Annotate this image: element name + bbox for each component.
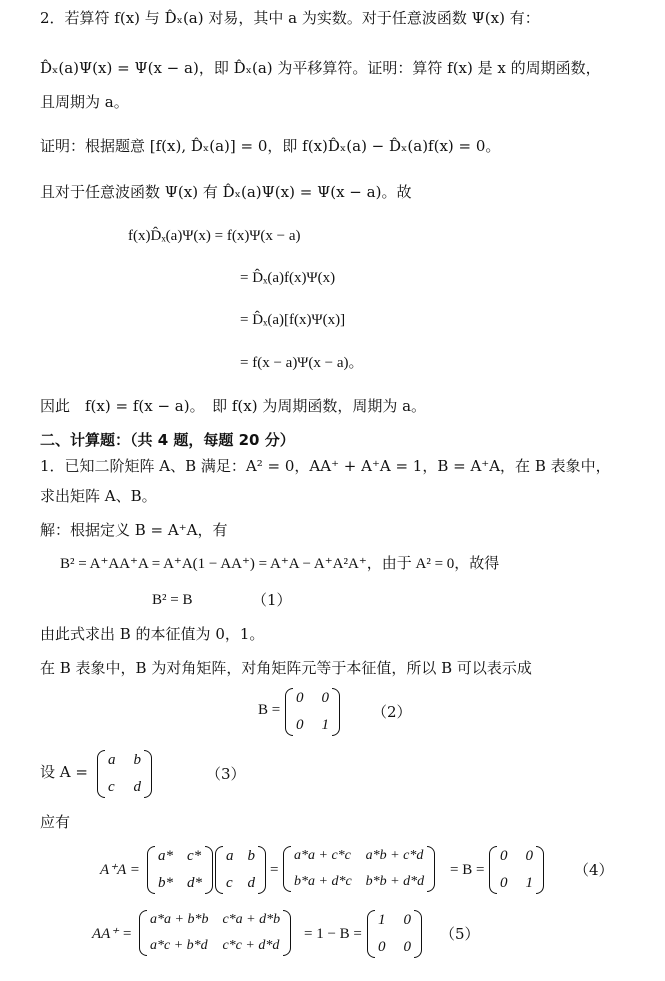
matrix-cell: 0 <box>403 939 411 955</box>
B-matrix-cell: 0 <box>500 875 508 891</box>
calc-question-line2: 求出矩阵 A、B。 <box>40 487 157 505</box>
proof-chain-step4: = f(x − a)Ψ(x − a)。 <box>240 355 364 371</box>
equation-5-mid: = 1 − B = <box>304 926 362 942</box>
proof-line1: 证明：根据题意 [f(x), D̂ₓ(a)] = 0，即 f(x)D̂ₓ(a) − D̂ₓ(a)f(x) = 0。 <box>40 137 501 155</box>
proof-conclusion: 因此 f(x) = f(x − a)。 即 f(x) 为周期函数，周期为 a。 <box>40 397 427 415</box>
problem-2-statement-line3: 且周期为 a。 <box>40 93 129 111</box>
A-matrix-cell: b <box>133 752 141 768</box>
B-matrix <box>284 688 341 736</box>
equals-sign: = <box>270 862 279 878</box>
B-matrix-cell: 0 <box>525 848 533 864</box>
solution-line3: 由此式求出 B 的本征值为 0，1。 <box>40 625 265 643</box>
equation-4-tag: （4） <box>574 861 614 879</box>
A-dagger-matrix-cell: d* <box>187 875 202 891</box>
A-matrix-cell: a <box>226 848 234 864</box>
result-matrix-cell: a*c + b*d <box>150 938 208 953</box>
result-matrix-cell: a*a + b*b <box>150 912 209 927</box>
identity-minus-B-matrix <box>366 910 423 958</box>
B-matrix-cell: 1 <box>525 875 533 891</box>
matrix-cell: 0 <box>403 912 411 928</box>
equation-2-lhs: B = <box>258 702 281 718</box>
A-dagger-matrix-cell: b* <box>158 875 173 891</box>
A-dagger-matrix <box>146 846 214 894</box>
B-matrix-cell: 0 <box>321 690 329 706</box>
result-matrix-cell: b*b + d*d <box>365 874 425 889</box>
A-matrix <box>96 750 153 798</box>
problem-2-statement-line2: D̂ₓ(a)Ψ(x) = Ψ(x − a)，即 D̂ₓ(a) 为平移算符。证明：算符 f(x) 是 x 的周期函数， <box>40 59 601 77</box>
equation-4-mid: = B = <box>450 862 485 878</box>
result-matrix-cell: c*a + d*b <box>222 912 281 927</box>
equation-5-lhs: AA⁺ = <box>92 926 133 942</box>
B-matrix-cell: 0 <box>296 690 304 706</box>
solution-line2: B² = A⁺AA⁺A = A⁺A(1 − AA⁺) = A⁺A − A⁺A²A⁺，由于 A² = 0，故得 <box>60 556 500 572</box>
solution-line1: 解：根据定义 B = A⁺A，有 <box>40 521 228 539</box>
A-dagger-matrix-cell: a* <box>158 848 173 864</box>
B-matrix-cell: 0 <box>500 848 508 864</box>
problem-2-statement-line1: 2．若算符 f(x) 与 D̂ₓ(a) 对易，其中 a 为实数。对于任意波函数 Ψ(x) 有： <box>40 9 540 27</box>
B-matrix-cell: 1 <box>321 717 329 733</box>
equation-2-tag: （2） <box>372 703 412 721</box>
proof-chain-step2: = D̂ₓ(a)f(x)Ψ(x) <box>240 270 336 286</box>
A-matrix-repeat <box>214 846 267 894</box>
A-matrix-cell: b <box>247 848 255 864</box>
result-matrix-cell: a*a + c*c <box>294 848 351 863</box>
A-dagger-A-result-matrix <box>282 846 436 892</box>
result-matrix-cell: a*b + c*d <box>365 848 424 863</box>
section-heading: 二、计算题：（共 4 题，每题 20 分） <box>40 431 295 449</box>
should-have-label: 应有 <box>40 813 71 831</box>
equation-1-tag: （1） <box>252 591 292 609</box>
solution-line4: 在 B 表象中，B 为对角矩阵，对角矩阵元等于本征值，所以 B 可以表示成 <box>40 659 532 677</box>
equation-4-lhs: A⁺A = <box>100 862 140 878</box>
A-matrix-cell: c <box>226 875 233 891</box>
A-A-dagger-result-matrix <box>138 910 292 956</box>
proof-chain-step3: = D̂ₓ(a)[f(x)Ψ(x)] <box>240 312 346 328</box>
proof-line2: 且对于任意波函数 Ψ(x) 有 D̂ₓ(a)Ψ(x) = Ψ(x − a)。故 <box>40 183 412 201</box>
equation-5-tag: （5） <box>440 925 480 943</box>
result-matrix-cell: b*a + d*c <box>294 874 352 889</box>
matrix-cell: 1 <box>378 912 386 928</box>
B-matrix-cell: 0 <box>296 717 304 733</box>
result-matrix-cell: c*c + d*d <box>222 938 280 953</box>
A-matrix-cell: c <box>108 779 115 795</box>
A-matrix-cell: d <box>247 875 255 891</box>
A-matrix-cell: d <box>133 779 141 795</box>
proof-chain-step1: f(x)D̂ₓ(a)Ψ(x) = f(x)Ψ(x − a) <box>128 228 301 244</box>
equation-3-tag: （3） <box>206 765 246 783</box>
calc-question-line1: 1．已知二阶矩阵 A、B 满足：A² = 0，AA⁺ + A⁺A = 1，B = A⁺A，在 B 表象中， <box>40 457 611 475</box>
A-dagger-matrix-cell: c* <box>187 848 202 864</box>
B-matrix-in-eq4 <box>488 846 545 894</box>
matrix-cell: 0 <box>378 939 386 955</box>
A-matrix-cell: a <box>108 752 116 768</box>
equation-1: B² = B <box>152 592 193 608</box>
equation-3-lhs: 设 A = <box>40 763 88 781</box>
